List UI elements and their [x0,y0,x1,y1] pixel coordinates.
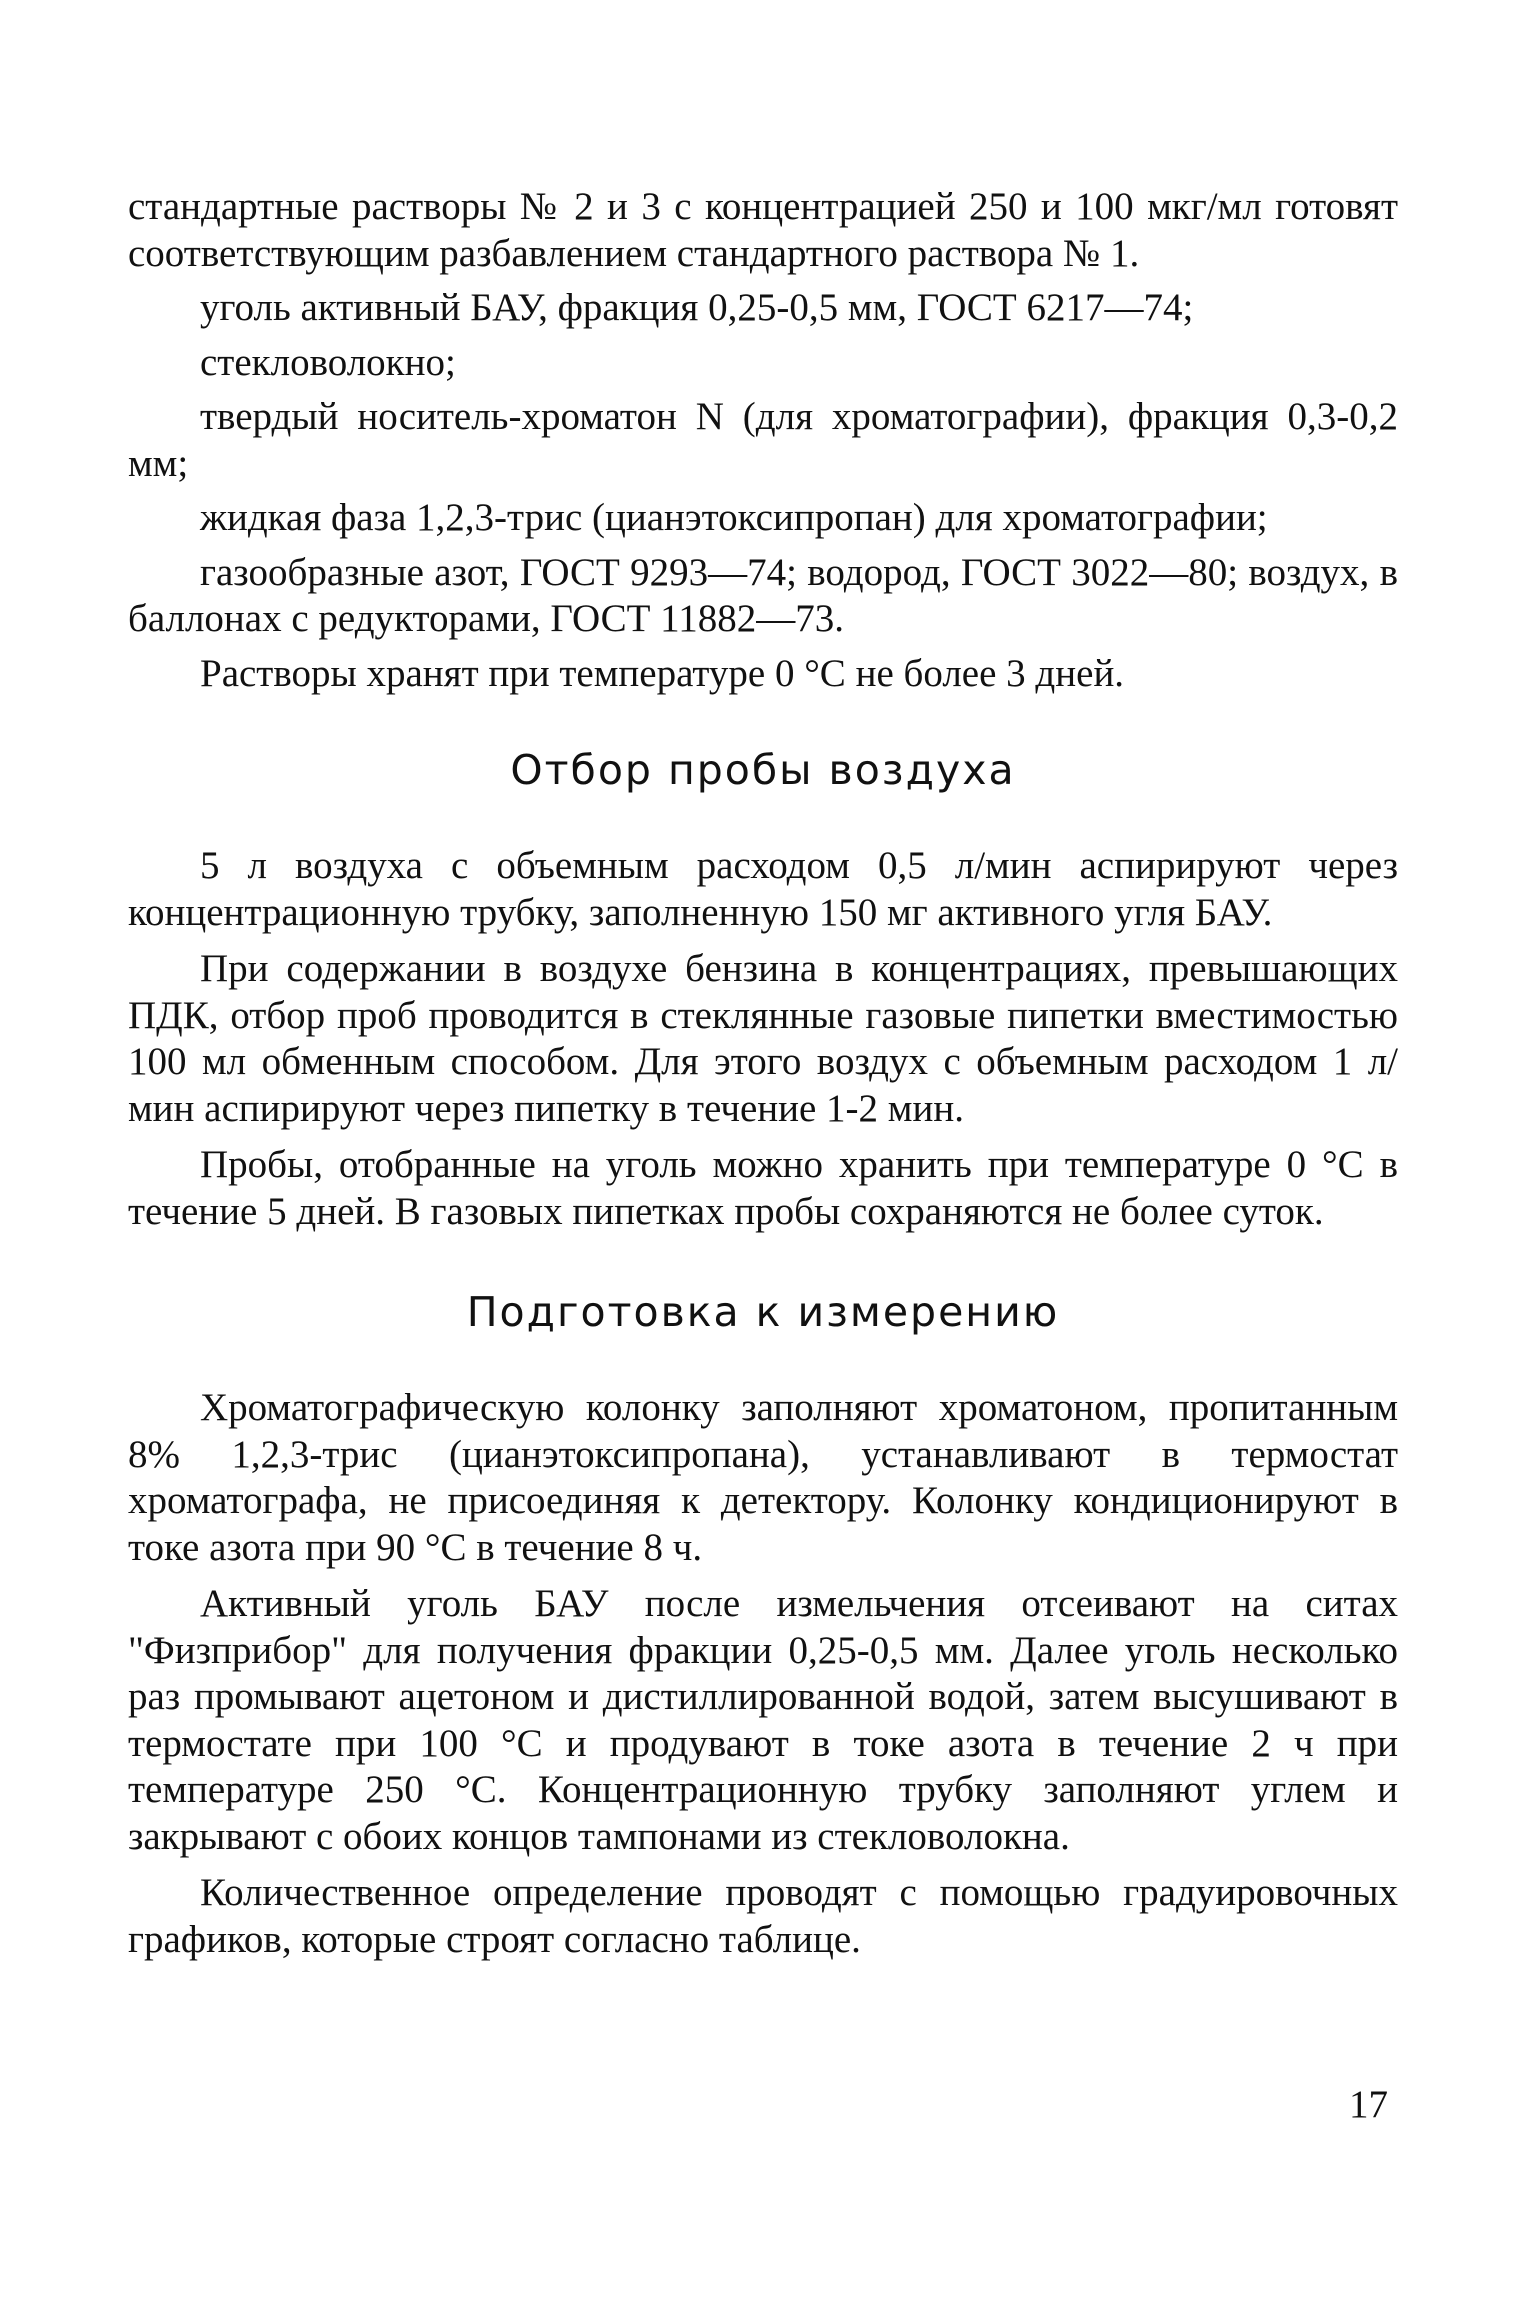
paragraph-gases: газообразные азот, ГОСТ 9293—74; водород, ГОСТ 3022—80; воздух, в баллонах с редукторами, ГОСТ 11882—73. [128,550,1398,640]
paragraph-column-preparation: Хроматографическую колонку заполняют хроматоном, пропитанным 8% 1,2,3-трис (цианэтоксипропана), устанавливают в термостат хроматографа, не присоединяя к детектору. Колонку кондиционируют в токе азота при 90 °С в течение 8 ч. [128,1386,1398,1569]
paragraph-sampling-storage: Пробы, отобранные на уголь можно хранить при температуре 0 °С в течение 5 дней. В газовых пипетках пробы сохраняются не более суток. [128,1143,1398,1233]
page-content [128,184,1398,1963]
paragraph-glass-fiber: стекловолокно; [200,340,456,384]
paragraph-standard-solutions: стандартные растворы № 2 и 3 с концентрацией 250 и 100 мкг/мл готовят соответствующим разбавлением стандартного раствора № 1. [128,185,1398,275]
section-heading-air-sampling: Отбор пробы воздуха [510,746,1016,794]
paragraph-liquid-phase: жидкая фаза 1,2,3-трис (цианэтоксипропан) для хроматографии; [200,496,1268,539]
paragraph-solid-carrier: твердый носитель-хроматон N (для хроматографии), фракция 0,3-0,2 мм; [128,395,1398,485]
section-heading-measurement-preparation: Подготовка к измерению [466,1288,1060,1336]
paragraph-sampling-volume: 5 л воздуха с объемным расходом 0,5 л/мин аспирируют через концентрационную трубку, заполненную 150 мг активного угля БАУ. [128,844,1398,934]
paragraph-carbon-preparation: Активный уголь БАУ после измельчения отсеивают на ситах "Физприбор" для получения фракции 0,25-0,5 мм. Далее уголь несколько раз промывают ацетоном и дистиллированной водой, затем высушивают в термостате при 100 °С и продувают в токе азота в течение 2 ч при температуре 250 °С. Концентрационную трубку заполняют углем и закрывают с обоих концов тампонами из стекловолокна. [128,1582,1398,1858]
paragraph-storage: Растворы хранят при температуре 0 °С не более 3 дней. [200,651,1125,695]
paragraph-activated-carbon: уголь активный БАУ, фракция 0,25-0,5 мм, ГОСТ 6217—74; [200,286,1194,329]
page-number: 17 [1349,2083,1388,2126]
paragraph-sampling-pipettes: При содержании в воздухе бензина в концентрациях, превышающих ПДК, отбор проб проводится в стеклянные газовые пипетки вместимостью 100 мл обменным способом. Для этого воздух с объемным расходом 1 л/мин аспирируют через пипетку в течение 1-2 мин. [128,947,1398,1130]
paragraph-quantitative-determination: Количественное определение проводят с помощью градуировочных графиков, которые строят согласно таблице. [128,1871,1398,1961]
